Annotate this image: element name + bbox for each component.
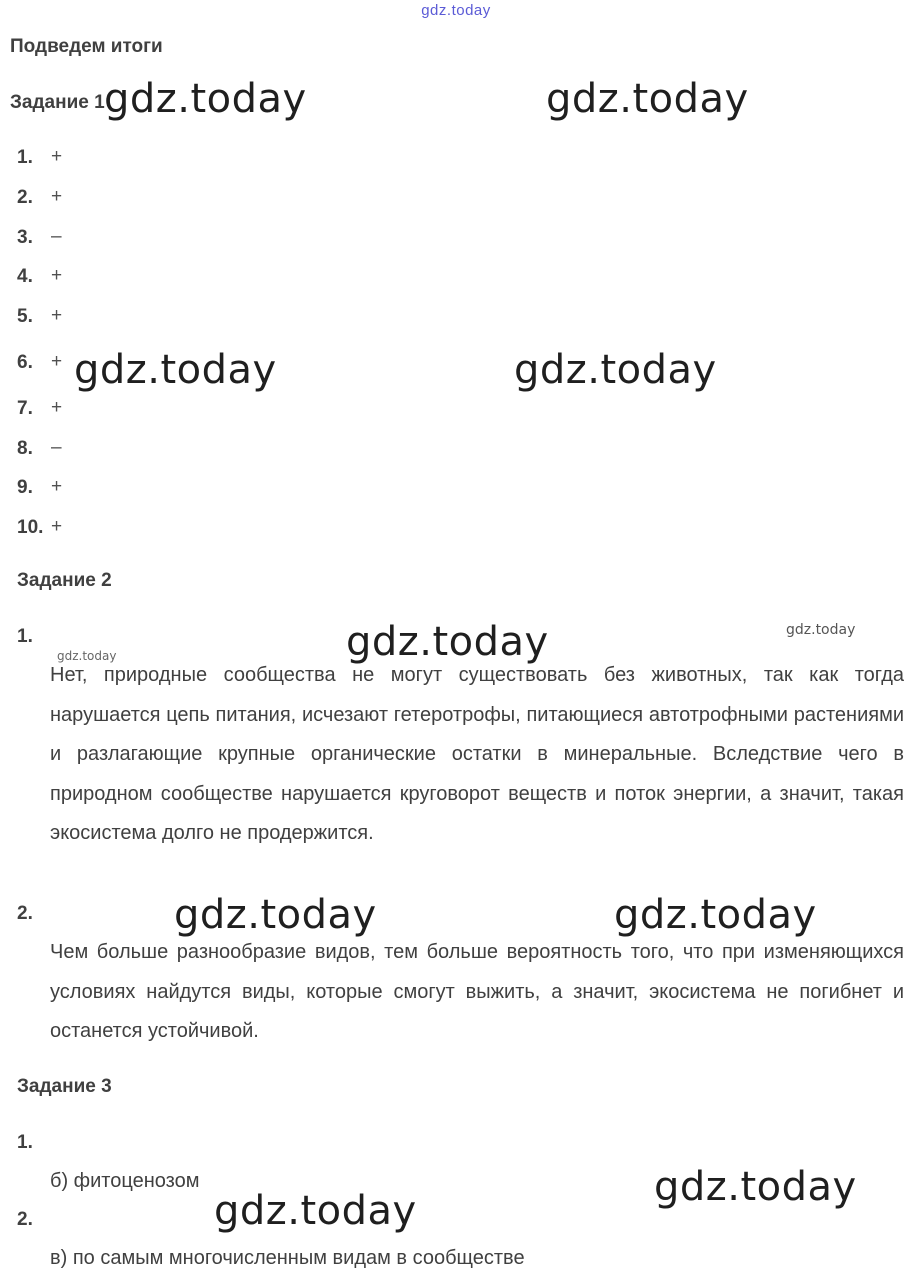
- watermark: gdz.today: [654, 1164, 857, 1210]
- task1-item-mark: +: [51, 146, 63, 167]
- task1-item-mark: –: [51, 226, 62, 247]
- task2-item-number: 2.: [17, 903, 33, 924]
- task2-answer-paragraph: Нет, природные сообщества не могут существовать без животных, так как тогда нарушается цепь питания, исчезают гетеротрофы, питающиеся автотрофными растениями и разлагающие крупные органические остатки в минеральные. Вследствие чего в природном сообществе нарушается круговорот веществ и поток энергии, а значит, такая экосистема долго не продержится.: [50, 664, 904, 845]
- task2-heading: Задание 2: [17, 570, 112, 591]
- task1-item-number: 9.: [17, 477, 33, 498]
- watermark-small: gdz.today: [786, 622, 856, 638]
- task1-item-mark: +: [51, 476, 63, 497]
- task1-item-number: 2.: [17, 187, 33, 208]
- task1-item-mark: +: [51, 351, 63, 372]
- task1-item-mark: +: [51, 265, 63, 286]
- watermark: gdz.today: [346, 619, 549, 665]
- task1-item-mark: +: [51, 305, 63, 326]
- watermark: gdz.today: [514, 347, 717, 393]
- task3-answer: б) фитоценозом: [50, 1170, 200, 1192]
- watermark: gdz.today: [174, 892, 377, 938]
- task1-item-number: 4.: [17, 266, 33, 287]
- task3-item-number: 2.: [17, 1209, 33, 1230]
- task2-answer-paragraph: Чем больше разнообразие видов, тем больше вероятность того, что при изменяющихся условиях найдутся виды, которые смогут выжить, а значит, экосистема не погибнет и останется устойчивой.: [50, 941, 904, 1043]
- page-title: Подведем итоги: [10, 36, 163, 57]
- task1-heading: Задание 1: [10, 92, 105, 113]
- task1-item-mark: +: [51, 186, 63, 207]
- task1-item-number: 1.: [17, 147, 33, 168]
- task1-item-number: 6.: [17, 352, 33, 373]
- task3-item-number: 1.: [17, 1132, 33, 1153]
- watermark: gdz.today: [546, 76, 749, 122]
- watermark-small: gdz.today: [57, 649, 117, 663]
- task2-item-number: 1.: [17, 626, 33, 647]
- task1-item-number: 8.: [17, 438, 33, 459]
- task3-answer: в) по самым многочисленным видам в сообществе: [50, 1247, 525, 1269]
- task1-item-mark: +: [51, 397, 63, 418]
- top-watermark: gdz.today: [421, 2, 491, 19]
- task1-item-number: 5.: [17, 306, 33, 327]
- watermark: gdz.today: [104, 76, 307, 122]
- watermark: gdz.today: [74, 347, 277, 393]
- task3-heading: Задание 3: [17, 1076, 112, 1097]
- task1-item-mark: –: [51, 437, 62, 458]
- watermark: gdz.today: [614, 892, 817, 938]
- task1-item-mark: +: [51, 516, 63, 537]
- task1-item-number: 10.: [17, 517, 44, 538]
- watermark: gdz.today: [214, 1188, 417, 1234]
- task1-item-number: 3.: [17, 227, 33, 248]
- task1-item-number: 7.: [17, 398, 33, 419]
